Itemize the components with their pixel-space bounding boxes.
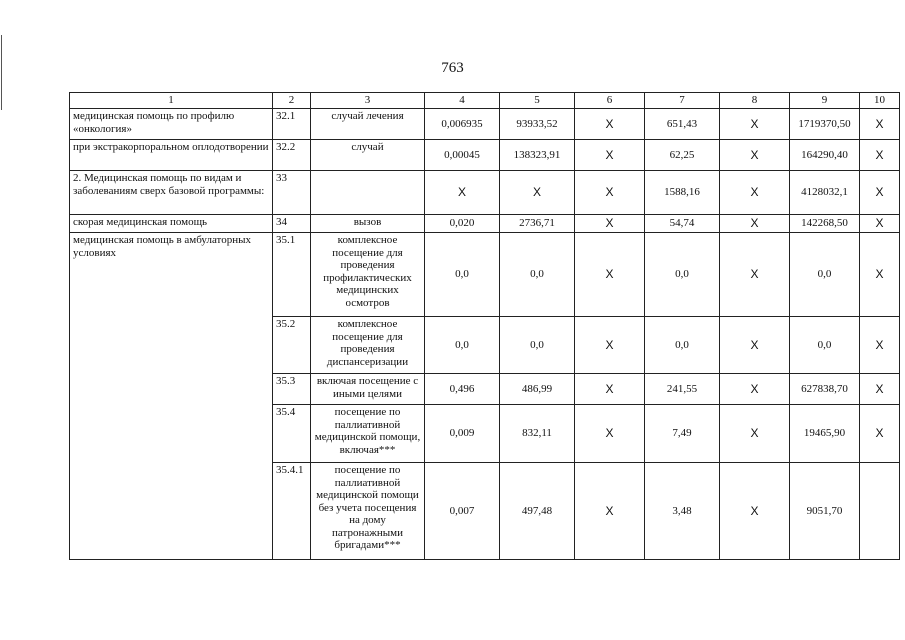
row-value: Х (575, 405, 645, 463)
row-value: 54,74 (645, 215, 720, 233)
data-table (69, 92, 900, 560)
row-value: Х (860, 140, 900, 171)
row-value: Х (860, 233, 900, 317)
row-value: 0,00045 (425, 140, 500, 171)
row-code: 35.3 (273, 374, 311, 405)
row-value: 1719370,50 (790, 109, 860, 140)
header-row (70, 93, 900, 109)
row-value: Х (575, 374, 645, 405)
row-value: Х (720, 405, 790, 463)
table-row (70, 215, 900, 233)
row-value: 0,0 (500, 233, 575, 317)
row-value: Х (860, 215, 900, 233)
row-value: 832,11 (500, 405, 575, 463)
row-code: 35.4.1 (273, 463, 311, 560)
row-unit: случай лечения (311, 109, 425, 140)
row-value (860, 463, 900, 560)
page-number: 763 (441, 60, 464, 76)
row-value: 9051,70 (790, 463, 860, 560)
row-value: 0,020 (425, 215, 500, 233)
row-code: 35.2 (273, 317, 311, 374)
row-name: при экстракорпоральном оплодотворении (70, 140, 273, 171)
row-value: 241,55 (645, 374, 720, 405)
row-value: 486,99 (500, 374, 575, 405)
table-row (70, 109, 900, 140)
row-name: медицинская помощь по профилю «онкология» (70, 109, 273, 140)
row-unit: комплексное посещение для проведения диспансеризации (311, 317, 425, 374)
header-cell: 1 (70, 93, 273, 109)
row-value: Х (860, 405, 900, 463)
header-cell: 3 (311, 93, 425, 109)
row-value: 2736,71 (500, 215, 575, 233)
row-value: 0,496 (425, 374, 500, 405)
row-value: Х (860, 317, 900, 374)
row-value: Х (720, 171, 790, 215)
row-value: Х (575, 171, 645, 215)
row-value: Х (500, 171, 575, 215)
row-value: Х (575, 140, 645, 171)
header-cell: 2 (273, 93, 311, 109)
row-value: Х (575, 233, 645, 317)
row-value: 0,0 (645, 233, 720, 317)
header-cell: 7 (645, 93, 720, 109)
row-value: 3,48 (645, 463, 720, 560)
row-value: 0,0 (645, 317, 720, 374)
row-value: 142268,50 (790, 215, 860, 233)
row-value: Х (575, 317, 645, 374)
row-value: 4128032,1 (790, 171, 860, 215)
row-value: Х (720, 109, 790, 140)
row-value: 138323,91 (500, 140, 575, 171)
row-value: Х (720, 233, 790, 317)
row-value: 627838,70 (790, 374, 860, 405)
row-value: 651,43 (645, 109, 720, 140)
row-unit: комплексное посещение для проведения профилактических медицинских осмотров (311, 233, 425, 317)
row-value: 0,009 (425, 405, 500, 463)
row-name: 2. Медицинская помощь по видам и заболеваниям сверх базовой программы: (70, 171, 273, 215)
row-unit: случай (311, 140, 425, 171)
row-unit: посещение по паллиативной медицинской помощи без учета посещения на дому патронажными бригадами*** (311, 463, 425, 560)
row-value: 0,0 (500, 317, 575, 374)
row-code: 34 (273, 215, 311, 233)
row-value: Х (575, 215, 645, 233)
row-value: 7,49 (645, 405, 720, 463)
row-value: 0,007 (425, 463, 500, 560)
row-value: 62,25 (645, 140, 720, 171)
row-value: 497,48 (500, 463, 575, 560)
header-cell: 10 (860, 93, 900, 109)
table-row (70, 171, 900, 215)
row-unit: включая посещение с иными целями (311, 374, 425, 405)
row-value: 164290,40 (790, 140, 860, 171)
row-name: скорая медицинская помощь (70, 215, 273, 233)
row-value: Х (860, 374, 900, 405)
row-value: 93933,52 (500, 109, 575, 140)
row-value: Х (720, 374, 790, 405)
row-value: Х (720, 140, 790, 171)
header-cell: 4 (425, 93, 500, 109)
row-value: 0,0 (790, 317, 860, 374)
row-value: Х (425, 171, 500, 215)
row-value: 1588,16 (645, 171, 720, 215)
row-value: 0,0 (790, 233, 860, 317)
row-code: 32.1 (273, 109, 311, 140)
row-unit (311, 171, 425, 215)
header-cell: 5 (500, 93, 575, 109)
row-code: 35.1 (273, 233, 311, 317)
table-row (70, 233, 900, 317)
row-unit: вызов (311, 215, 425, 233)
row-code: 35.4 (273, 405, 311, 463)
header-cell: 8 (720, 93, 790, 109)
row-value: 19465,90 (790, 405, 860, 463)
header-cell: 9 (790, 93, 860, 109)
row-code: 33 (273, 171, 311, 215)
header-cell: 6 (575, 93, 645, 109)
row-unit: посещение по паллиативной медицинской помощи, включая*** (311, 405, 425, 463)
row-value: Х (860, 109, 900, 140)
row-value: Х (575, 109, 645, 140)
row-value: Х (720, 215, 790, 233)
row-value: Х (720, 317, 790, 374)
row-value: 0,0 (425, 317, 500, 374)
row-value: Х (860, 171, 900, 215)
row-value: Х (575, 463, 645, 560)
row-value: 0,0 (425, 233, 500, 317)
row-name: медицинская помощь в амбулаторных условиях (70, 233, 273, 560)
row-value: 0,006935 (425, 109, 500, 140)
row-value: Х (720, 463, 790, 560)
table-row (70, 140, 900, 171)
row-code: 32.2 (273, 140, 311, 171)
